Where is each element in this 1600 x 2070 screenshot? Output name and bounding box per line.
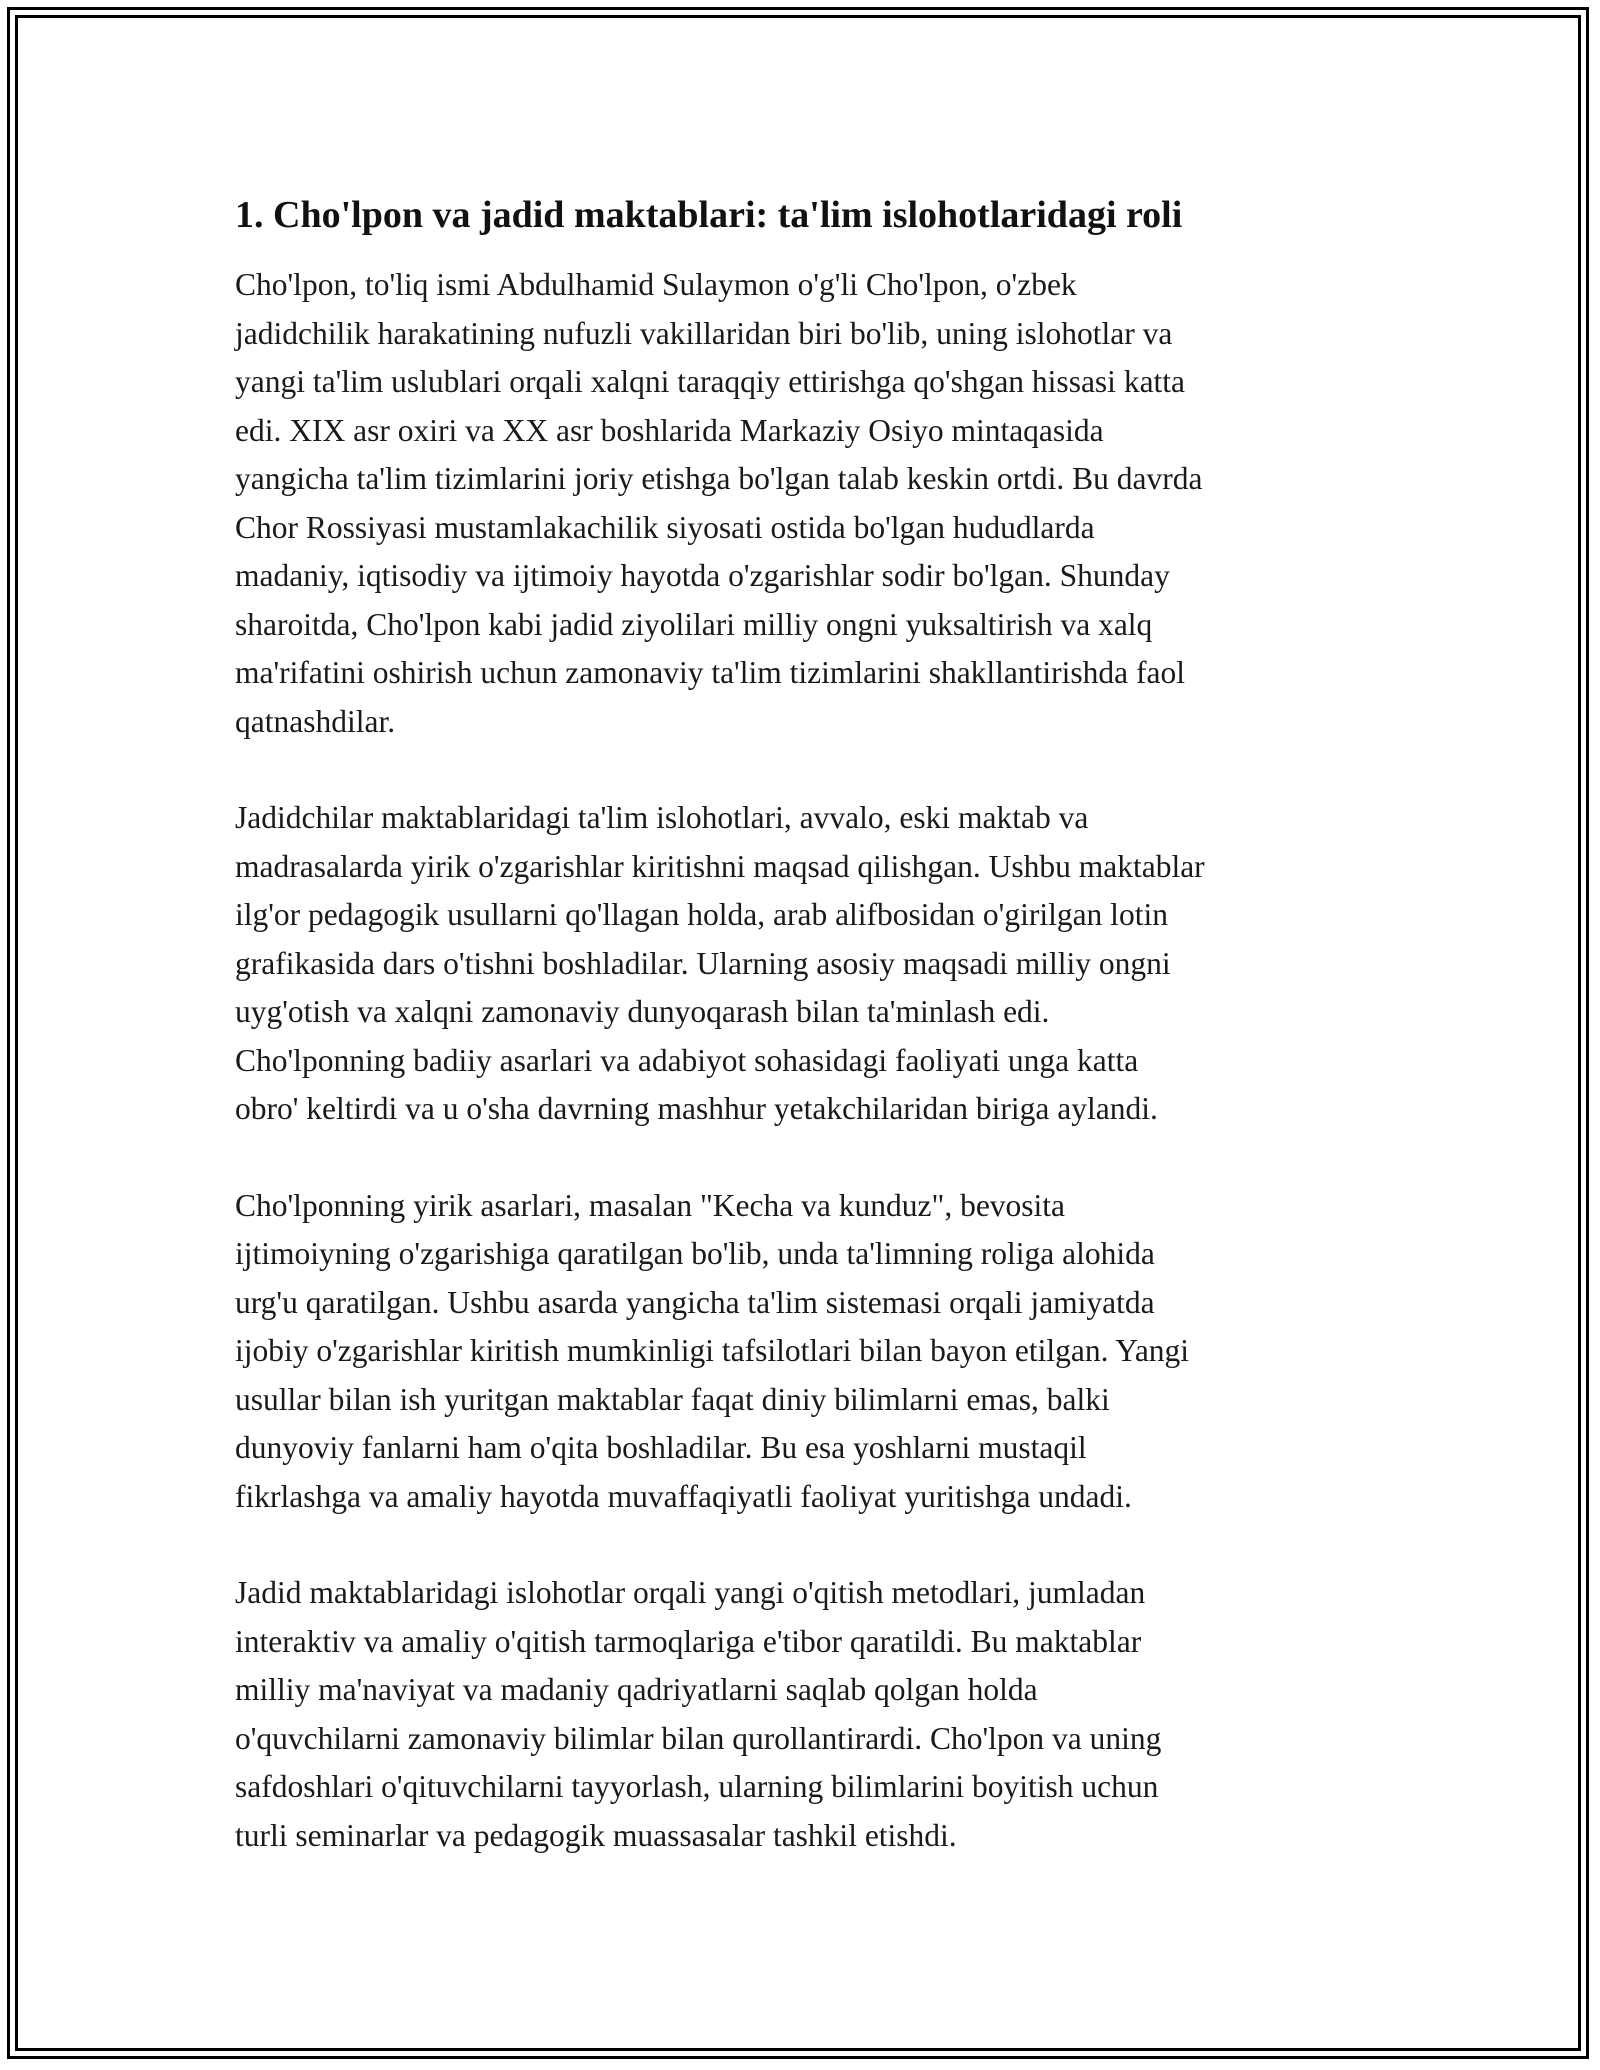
paragraph-1 xyxy=(235,261,1375,746)
text-line: safdoshlari o'qituvchilarni tayyorlash, ularning bilimlarini boyitish uchun xyxy=(235,1769,1159,1804)
text-line: usullar bilan ish yuritgan maktablar faqat diniy bilimlarni emas, balki xyxy=(235,1381,1110,1417)
text-line: grafikasida dars o'tishni boshladilar. Ularning asosiy maqsadi milliy ongni xyxy=(235,945,1171,981)
text-line: yangi ta'lim uslublari orqali xalqni taraqqiy ettirishga qo'shgan hissasi katta xyxy=(235,364,1186,399)
document-body xyxy=(235,185,1375,1908)
text-line: qatnashdilar. xyxy=(235,703,396,739)
paragraph-3 xyxy=(235,1182,1375,1522)
paragraph-2 xyxy=(235,794,1375,1134)
text-line: Jadid maktablaridagi islohotlar orqali yangi o'qitish metodlari, jumladan xyxy=(235,1575,1146,1610)
paragraph-4 xyxy=(235,1569,1375,1860)
text-line: Cho'lponning badiiy asarlari va adabiyot sohasidagi faoliyati unga katta xyxy=(235,1042,1139,1078)
text-line: milliy ma'naviyat va madaniy qadriyatlarni saqlab qolgan holda xyxy=(235,1672,1038,1707)
text-line: fikrlashga va amaliy hayotda muvaffaqiyatli faoliyat yuritishga undadi. xyxy=(235,1478,1132,1514)
text-line: Jadidchilar maktablaridagi ta'lim islohotlari, avvalo, eski maktab va xyxy=(235,800,1089,835)
text-line: dunyoviy fanlarni ham o'qita boshladilar. Bu esa yoshlarni mustaqil xyxy=(235,1430,1087,1465)
text-line: Cho'lpon, to'liq ismi Abdulhamid Sulaymon o'g'li Cho'lpon, o'zbek xyxy=(235,267,1077,302)
section-heading: 1. Cho'lpon va jadid maktablari: ta'lim islohotlaridagi roli xyxy=(235,194,1183,236)
text-line: madaniy, iqtisodiy va ijtimoiy hayotda o'zgarishlar sodir bo'lgan. Shunday xyxy=(235,558,1170,593)
text-line: jadidchilik harakatining nufuzli vakillaridan biri bo'lib, uning islohotlar va xyxy=(235,315,1173,351)
text-line: ilg'or pedagogik usullarni qo'llagan holda, arab alifbosidan o'girilgan lotin xyxy=(235,897,1168,932)
text-line: yangicha ta'lim tizimlarini joriy etishga bo'lgan talab keskin ortdi. Bu davrda xyxy=(235,461,1203,496)
text-line: sharoitda, Cho'lpon kabi jadid ziyolilari milliy ongni yuksaltirish va xalq xyxy=(235,606,1153,642)
text-line: urg'u qaratilgan. Ushbu asarda yangicha ta'lim sistemasi orqali jamiyatda xyxy=(235,1284,1155,1320)
text-line: uyg'otish va xalqni zamonaviy dunyoqarash bilan ta'minlash edi. xyxy=(235,994,1050,1029)
text-line: Chor Rossiyasi mustamlakachilik siyosati ostida bo'lgan hududlarda xyxy=(235,509,1095,545)
text-line: ijtimoiyning o'zgarishiga qaratilgan bo'lib, unda ta'limning roliga alohida xyxy=(235,1236,1155,1271)
text-line: Cho'lponning yirik asarlari, masalan "Kecha va kunduz", bevosita xyxy=(235,1187,1066,1223)
text-line: turli seminarlar va pedagogik muassasalar tashkil etishdi. xyxy=(235,1817,957,1853)
text-line: interaktiv va amaliy o'qitish tarmoqlariga e'tibor qaratildi. Bu maktablar xyxy=(235,1623,1142,1659)
text-line: obro' keltirdi va u o'sha davrning mashhur yetakchilaridan biriga aylandi. xyxy=(235,1091,1158,1126)
text-line: madrasalarda yirik o'zgarishlar kiritishni maqsad qilishgan. Ushbu maktablar xyxy=(235,848,1205,884)
text-line: ijobiy o'zgarishlar kiritish mumkinligi tafsilotlari bilan bayon etilgan. Yangi xyxy=(235,1333,1190,1368)
text-line: edi. XIX asr oxiri va XX asr boshlarida Markaziy Osiyo mintaqasida xyxy=(235,412,1104,448)
text-line: ma'rifatini oshirish uchun zamonaviy ta'lim tizimlarini shakllantirishda faol xyxy=(235,655,1185,690)
text-line: o'quvchilarni zamonaviy bilimlar bilan qurollantirardi. Cho'lpon va uning xyxy=(235,1720,1162,1756)
